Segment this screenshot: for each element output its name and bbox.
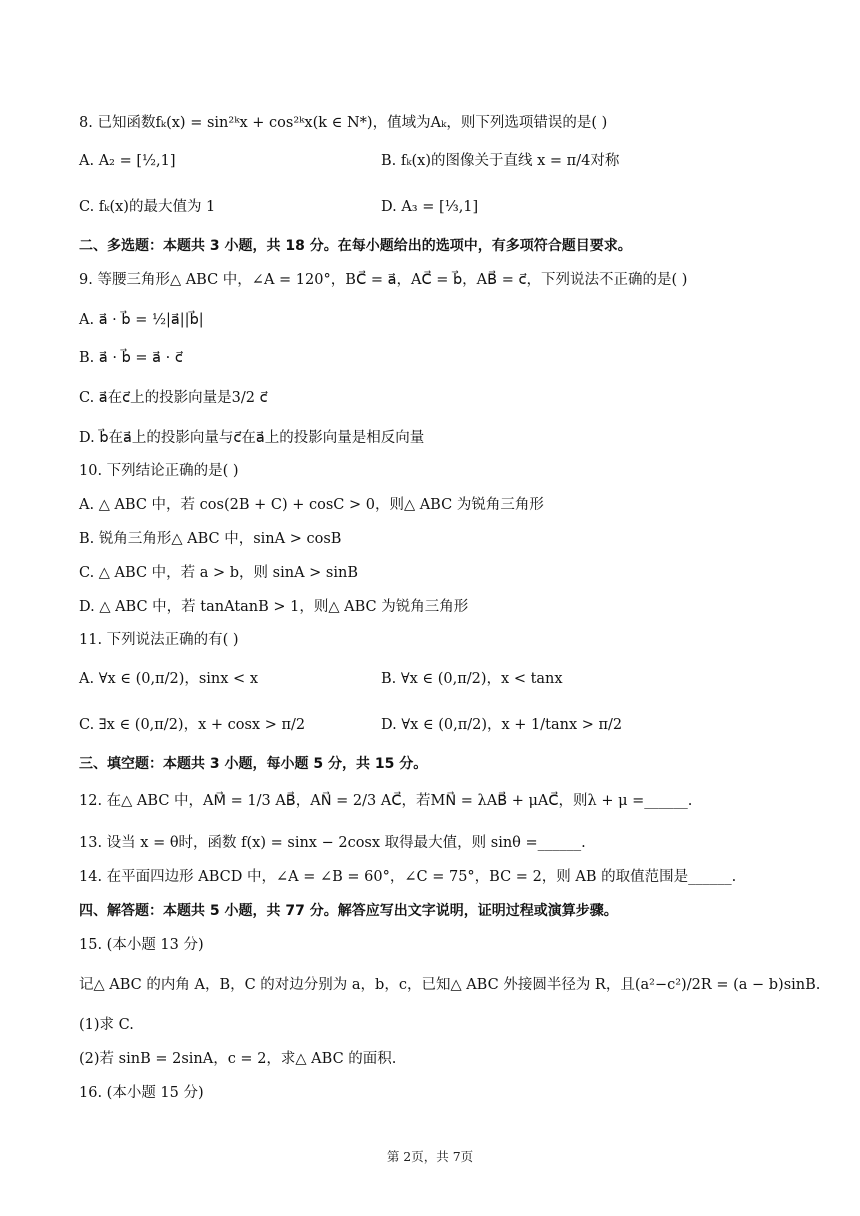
q8-stem: 8. 已知函数fₖ(x) = sin²ᵏx + cos²ᵏx(k ∈ N*)，值域为Aₖ，则下列选项错误的是( ) (79, 115, 608, 131)
q8-option-c: C. fₖ(x)的最大值为 1 (79, 199, 216, 215)
q9-option-b: B. a⃗ · b⃗ = a⃗ · c⃗ (79, 350, 183, 366)
q8-option-b: B. fₖ(x)的图像关于直线 x = π/4对称 (381, 153, 620, 169)
q13: 13. 设当 x = θ时，函数 f(x) = sinx − 2cosx 取得最大值，则 sinθ =______. (79, 835, 586, 851)
q9-option-a: A. a⃗ · b⃗ = ½|a⃗||b⃗| (79, 312, 204, 328)
q10-stem: 10. 下列结论正确的是( ) (79, 463, 239, 479)
q11-option-c: C. ∃x ∈ (0,π/2)，x + cosx > π/2 (79, 717, 306, 733)
q12: 12. 在△ ABC 中，AM⃗ = 1/3 AB⃗，AN⃗ = 2/3 AC⃗，若MN⃗ = λAB⃗ + μAC⃗，则λ + μ =______. (79, 793, 693, 809)
page-footer: 第 2页，共 7页 (386, 1149, 474, 1164)
q8-option-d: D. A₃ = [⅓,1] (381, 199, 479, 215)
q9-stem: 9. 等腰三角形△ ABC 中，∠A = 120°，BC⃗ = a⃗，AC⃗ = b⃗，AB⃗ = c⃗，下列说法不正确的是( ) (79, 272, 688, 288)
q8-option-a: A. A₂ = [½,1] (79, 153, 176, 169)
q11-option-b: B. ∀x ∈ (0,π/2)，x < tanx (381, 671, 563, 687)
q11-option-a: A. ∀x ∈ (0,π/2)，sinx < x (79, 671, 258, 687)
q9-option-d: D. b⃗在a⃗上的投影向量与c⃗在a⃗上的投影向量是相反向量 (79, 430, 425, 446)
q14: 14. 在平面四边形 ABCD 中，∠A = ∠B = 60°，∠C = 75°，BC = 2，则 AB 的取值范围是______. (79, 869, 737, 885)
section-fill-in: 三、填空题：本题共 3 小题，每小题 5 分，共 15 分。 (79, 756, 428, 772)
section-multiple-choice: 二、多选题：本题共 3 小题，共 18 分。在每小题给出的选项中，有多项符合题目要求。 (79, 238, 632, 254)
q10-option-a: A. △ ABC 中，若 cos(2B + C) + cosC > 0，则△ ABC 为锐角三角形 (79, 497, 544, 513)
q11-stem: 11. 下列说法正确的有( ) (79, 632, 239, 648)
q16-header: 16. (本小题 15 分) (79, 1085, 204, 1101)
q9-option-c: C. a⃗在c⃗上的投影向量是3/2 c⃗ (79, 390, 268, 406)
q11-option-d: D. ∀x ∈ (0,π/2)，x + 1/tanx > π/2 (381, 717, 623, 733)
q10-option-b: B. 锐角三角形△ ABC 中，sinA > cosB (79, 531, 342, 547)
q10-option-d: D. △ ABC 中，若 tanAtanB > 1，则△ ABC 为锐角三角形 (79, 599, 469, 615)
q15-header: 15. (本小题 13 分) (79, 937, 204, 953)
q15-part-2: (2)若 sinB = 2sinA，c = 2，求△ ABC 的面积. (79, 1051, 397, 1067)
section-solutions: 四、解答题：本题共 5 小题，共 77 分。解答应写出文字说明，证明过程或演算步骤。 (79, 903, 618, 919)
q10-option-c: C. △ ABC 中，若 a > b，则 sinA > sinB (79, 565, 358, 581)
q15-stem: 记△ ABC 的内角 A，B，C 的对边分别为 a，b，c，已知△ ABC 外接圆半径为 R，且(a²−c²)/2R = (a − b)sinB. (79, 977, 821, 993)
q15-part-1: (1)求 C. (79, 1017, 134, 1033)
